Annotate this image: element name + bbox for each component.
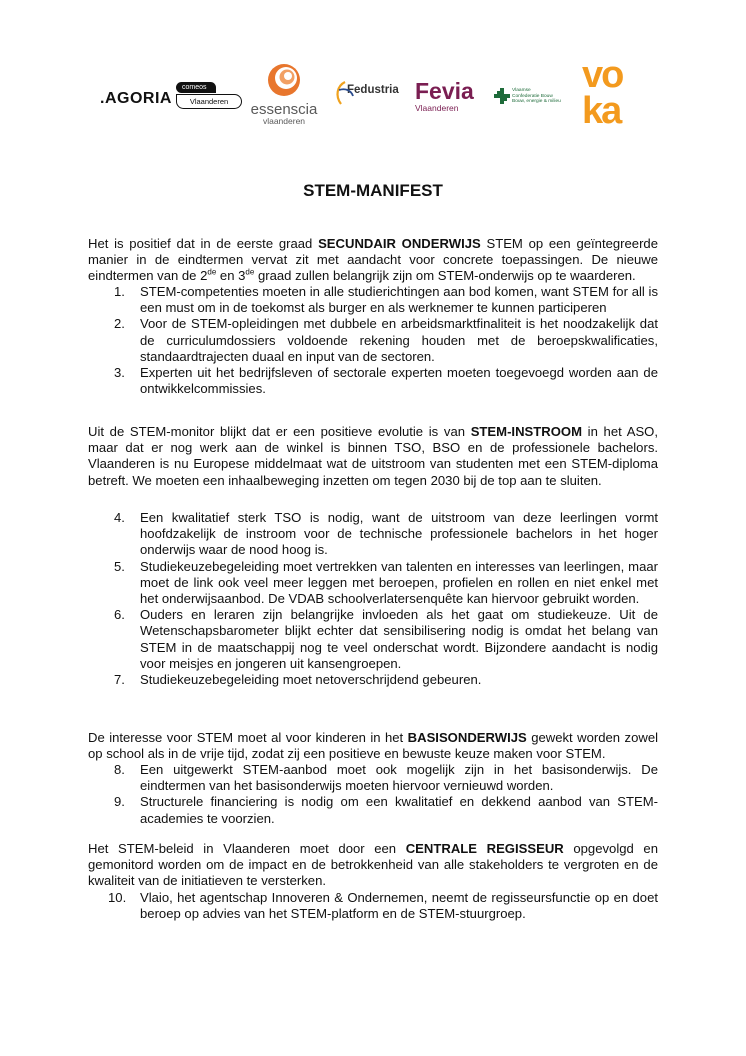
list-item	[88, 672, 658, 688]
section-secundair-onderwijs	[88, 236, 658, 285]
page-title: STEM-MANIFEST	[303, 181, 443, 200]
list-item	[88, 794, 658, 826]
essenscia-emblem-icon	[264, 62, 304, 98]
comeos-logo-top: comeos	[176, 82, 216, 93]
item-number: 8.	[114, 762, 125, 777]
item-number: 6.	[114, 607, 125, 623]
essenscia-logo	[248, 62, 320, 126]
s1-pre: Het is positief dat in de eerste graad	[88, 236, 319, 251]
voka-logo-row1: vo	[582, 54, 623, 96]
essenscia-logo-name: essenscia	[250, 101, 318, 118]
s1-bold: SECUNDAIR ONDERWIJS	[318, 236, 481, 251]
s3-pre: De interesse voor STEM moet al voor kinderen in het	[88, 730, 408, 745]
s2-pre: Uit de STEM-monitor blijkt dat er een positieve evolutie is van	[88, 424, 471, 439]
vcb-line3: Bouw, energie & milieu	[512, 99, 561, 104]
logo-strip	[0, 0, 746, 150]
fevia-logo	[415, 80, 483, 113]
item-number: 1.	[114, 284, 125, 299]
list-item	[88, 510, 658, 559]
item-number: 2.	[114, 316, 125, 332]
item-text: Voor de STEM-opleidingen met dubbele en arbeidsmarktfinaliteit is het noodzakelijk dat de curriculumdossiers voldoende rekening houden met de beroepskwalificaties, standaardtrajecten duaal en input van de sectoren.	[140, 316, 658, 364]
item-text: Structurele financiering is nodig om een kwalitatief en dekkend aanbod van STEM-academies te voorzien.	[140, 794, 658, 826]
s1-post-a: STEM op een geïntegreerde manier in de eindtermen vervat zit met aandacht voor concrete toepassingen. De nieuwe eindtermen van de 2	[88, 236, 658, 284]
s4-pre: Het STEM-beleid in Vlaanderen moet door een	[88, 841, 406, 856]
list-basis	[88, 762, 658, 827]
list-item	[88, 316, 658, 365]
s3-post: gewekt worden zowel op school als in de vrije tijd, zodat zij een positieve en bewuste keuze maken voor STEM.	[88, 730, 659, 762]
comeos-logo	[176, 82, 242, 109]
item-text: Studiekeuzebegeleiding moet netoverschrijdend gebeuren.	[140, 672, 482, 688]
s1-sup2: de	[245, 268, 255, 278]
list-item	[88, 607, 658, 672]
list-item	[88, 762, 658, 794]
s2-bold: STEM-INSTROOM	[470, 424, 582, 439]
section-centrale-regisseur	[88, 841, 658, 890]
item-number: 5.	[114, 558, 125, 574]
s4-bold: CENTRALE REGISSEUR	[405, 841, 564, 856]
item-text: Vlaio, het agentschap Innoveren & Ondernemen, neemt de regisseursfunctie op en doet beroep op advies van het STEM-platform en de STEM-stuurgroep.	[140, 890, 658, 922]
item-number: 4.	[114, 510, 125, 525]
list-item	[88, 890, 658, 922]
list-item	[88, 365, 658, 397]
fedustria-swirl-icon	[333, 80, 357, 108]
list-regisseur	[88, 890, 658, 922]
item-number: 9.	[114, 794, 125, 810]
s1-sup1: de	[207, 268, 217, 278]
list-item	[88, 559, 658, 608]
s4-post: opgevolgd en gemonitord worden om de impact en de betrokkenheid van alle stakeholders te vergroten en de kwaliteit van de initiatieven te versterken.	[88, 841, 658, 889]
item-text: Een uitgewerkt STEM-aanbod moet ook mogelijk zijn in het basisonderwijs. De eindtermen van het basisonderwijs moeten hiervoor vernieuwd worden.	[140, 762, 658, 794]
comeos-logo-bottom: Vlaanderen	[176, 94, 242, 109]
item-text: Experten uit het bedrijfsleven of sectorale experten moeten toegevoegd worden aan de ontwikkelcommissies.	[140, 365, 658, 397]
essenscia-logo-sub: vlaanderen	[262, 116, 306, 126]
fevia-logo-name: Fevia	[415, 78, 474, 104]
item-text: STEM-competenties moeten in alle studierichtingen aan bod komen, want STEM for all is een must om in de toekomst als burger en als werknemer te kunnen participeren	[140, 284, 658, 316]
s1-post-b: en 3	[216, 268, 246, 284]
fedustria-logo-name: Fedustria	[347, 84, 399, 96]
voka-logo	[582, 54, 634, 132]
s2-post: in het ASO, maar dat er nog werk aan de winkel is binnen TSO, BSO en de professionele bachelors. Vlaanderen is nu Europese middelmaat wat de uitstroom van studenten met een STEM-diploma betreft. We moeten een inhaalbeweging inzetten om tegen 2030 bij de top aan te sluiten.	[88, 424, 658, 488]
item-text: Een kwalitatief sterk TSO is nodig, want de uitstroom van deze leerlingen vormt hoofdzakelijk de instroom voor de technische professionele bachelors in het hoger onderwijs waar de nood hoog is.	[140, 510, 658, 558]
item-text: Ouders en leraren zijn belangrijke invloeden als het gaat om studiekeuze. Uit de Wetenschapsbarometer blijkt echter dat sensibilisering nodig is omdat het belang van STEM in de maatschappij nog te veel onderschat wordt. Bijzondere aandacht is nodig voor meisjes en jongeren uit kansengroepen.	[140, 607, 658, 671]
agoria-logo	[100, 90, 172, 108]
vcb-line1: Vlaamse	[512, 88, 531, 93]
agoria-logo-text: .AGORIA	[100, 90, 172, 107]
section-basisonderwijs	[88, 730, 658, 762]
fevia-logo-sub: Vlaanderen	[415, 103, 459, 113]
vcb-logo	[494, 88, 568, 109]
list-secundair	[88, 284, 658, 397]
item-number: 3.	[114, 365, 125, 381]
list-item	[88, 284, 658, 316]
fedustria-logo	[333, 84, 403, 96]
list-instroom	[88, 510, 658, 688]
item-number: 10.	[108, 890, 127, 905]
voka-logo-row2: ka	[582, 90, 621, 132]
s1-post-c: graad zullen belangrijk zijn om STEM-onderwijs op te waarderen.	[254, 268, 636, 284]
item-text: Studiekeuzebegeleiding moet vertrekken van talenten en interesses van leerlingen, maar moet de link ook veel meer leggen met beroepen, profielen en rollen en niet enkel met het onderwijsaanbod. De VDAB schoolverlatersenquête kan hiervoor gebruikt worden.	[140, 558, 658, 607]
vcb-logo-text	[512, 88, 572, 105]
vcb-cross-icon	[494, 88, 510, 104]
item-number: 7.	[114, 672, 125, 688]
s3-bold: BASISONDERWIJS	[407, 730, 527, 745]
section-stem-instroom	[88, 424, 658, 489]
vcb-line2: Confederatie Bouw	[512, 93, 553, 99]
